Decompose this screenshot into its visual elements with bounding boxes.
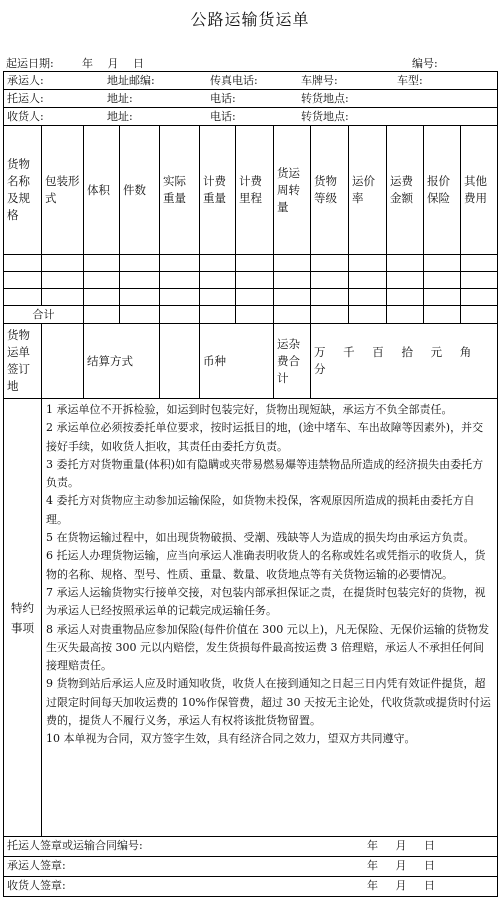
carrier-label: 承运人:	[7, 74, 44, 87]
clause-item: 9 货物到站后承运人应及时通知收货，收货人在接到通知之日起三日内凭有效证件提货，超过限定时间每天加收运费的 10%作保管费，超过 30 天按无主论处，代收货款或提货时付运费的，提货人不履行义务，承运人有权将该批货物留置。	[46, 677, 491, 728]
column-header-row	[4, 126, 498, 255]
departure-date-label: 起运日期:	[6, 57, 54, 70]
consignor-transfer-label: 转货地点:	[301, 92, 349, 105]
total-label: 合计	[4, 306, 84, 324]
consignor-row	[4, 90, 498, 108]
clause-item: 2 承运单位必须按委托单位要求，按时运抵目的地，(途中堵车、车出故障等因素外)，并交接好手续，如收货人拒收，其责任由委托方负责。	[46, 421, 484, 453]
consignor-signature-row	[4, 837, 498, 857]
table-cell[interactable]	[311, 272, 349, 289]
carrier-address-label: 地址邮编:	[107, 74, 155, 87]
consignor-label: 托运人:	[7, 92, 44, 105]
col-turnover: 货运周转量	[274, 126, 311, 255]
table-cell[interactable]	[236, 272, 274, 289]
carrier-row	[4, 72, 498, 90]
goods-entry-row	[4, 272, 498, 289]
departure-date-fields: 年 月 日	[82, 57, 144, 70]
table-cell[interactable]	[349, 272, 387, 289]
misc-fee-total-label: 运杂费合计	[274, 324, 311, 399]
table-cell[interactable]	[387, 306, 424, 324]
table-cell[interactable]	[4, 255, 42, 272]
table-cell[interactable]	[120, 272, 160, 289]
table-cell[interactable]	[311, 306, 349, 324]
table-cell[interactable]	[274, 289, 311, 306]
clause-item: 4 委托方对货物应主动参加运输保险，如货物未投保，客观原因所造成的损耗由委托方自理。	[46, 494, 475, 526]
carrier-fax-label: 传真电话:	[210, 74, 258, 87]
clause-item: 1 承运单位不开拆检验，如运到时包装完好，货物出现短缺，承运方不负全部责任。	[46, 403, 453, 416]
table-cell[interactable]	[424, 306, 461, 324]
table-cell[interactable]	[387, 289, 424, 306]
table-cell[interactable]	[84, 289, 120, 306]
waybill-table	[3, 71, 498, 897]
clauses-cell	[42, 399, 498, 837]
goods-entry-row	[4, 289, 498, 306]
amount-units	[311, 324, 498, 399]
clause-item: 10 本单视为合同，双方签字生效，具有经济合同之效力，望双方共同遵守。	[46, 732, 416, 746]
col-freight-amount: 运费金额	[387, 126, 424, 255]
table-cell[interactable]	[84, 272, 120, 289]
amount-units-text: 万 千 百 拾 元 角 分	[314, 345, 472, 376]
table-cell[interactable]	[424, 272, 461, 289]
table-cell[interactable]	[42, 272, 84, 289]
consignee-signature-row	[4, 877, 498, 897]
consignor-signature-date: 年 月 日	[367, 839, 435, 852]
col-goods-grade: 货物等级	[311, 126, 349, 255]
col-billing-weight: 计费重量	[200, 126, 236, 255]
table-cell[interactable]	[120, 255, 160, 272]
col-other-fees: 其他费用	[461, 126, 498, 255]
table-cell[interactable]	[200, 306, 236, 324]
clause-item: 3 委托方对货物重量(体积)如有隐瞒或夹带易燃易爆等违禁物品所造成的经济损失由委托方负责。	[46, 457, 484, 490]
table-cell[interactable]	[120, 289, 160, 306]
special-terms-row	[4, 399, 498, 837]
table-cell[interactable]	[311, 289, 349, 306]
table-cell[interactable]	[349, 289, 387, 306]
vehicle-type-label: 车型:	[397, 74, 423, 87]
consignee-transfer-label: 转货地点:	[301, 110, 349, 123]
table-cell[interactable]	[160, 272, 200, 289]
table-cell[interactable]	[349, 306, 387, 324]
carrier-signature-label: 承运人签章:	[7, 859, 66, 872]
consignor-signature-label: 托运人签章或运输合同编号:	[7, 839, 143, 852]
table-cell[interactable]	[387, 272, 424, 289]
table-cell[interactable]	[120, 306, 160, 324]
consignee-signature-label: 收货人签章:	[7, 879, 66, 892]
carrier-signature-date: 年 月 日	[367, 859, 435, 872]
table-cell[interactable]	[424, 255, 461, 272]
clause-item: 7 承运人运输货物实行接单交接，对包装内部承担保证之责，在提货时包装完好的货物，视为承运人已经按照承运单的记载完成运输任务。	[46, 585, 486, 618]
table-cell[interactable]	[160, 324, 200, 399]
clause-item: 6 托运人办理货物运输，应当向承运人准确表明收货人的名称或姓名或凭指示的收货人，货物的名称、规格、型号、性质、重量、数量、收货地点等有关货物运输的必要情况。	[46, 549, 486, 581]
table-cell[interactable]	[200, 289, 236, 306]
col-goods-name: 货物名称及规格	[4, 126, 42, 255]
table-cell[interactable]	[160, 255, 200, 272]
goods-entry-row	[4, 255, 498, 272]
table-cell[interactable]	[311, 255, 349, 272]
table-cell[interactable]	[4, 289, 42, 306]
table-cell[interactable]	[274, 272, 311, 289]
date-line	[6, 55, 494, 71]
table-cell[interactable]	[4, 272, 42, 289]
table-cell[interactable]	[461, 272, 498, 289]
currency-label: 币种	[200, 324, 274, 399]
table-cell[interactable]	[349, 255, 387, 272]
col-freight-rate: 运价率	[349, 126, 387, 255]
table-cell[interactable]	[160, 289, 200, 306]
table-cell[interactable]	[42, 324, 84, 399]
serial-number-label: 编号:	[412, 57, 438, 70]
plate-number-label: 车牌号:	[301, 74, 338, 87]
carrier-signature-row	[4, 857, 498, 877]
consignee-row	[4, 108, 498, 126]
col-actual-weight: 实际重量	[160, 126, 200, 255]
table-cell[interactable]	[160, 306, 200, 324]
consignee-label: 收货人:	[7, 110, 44, 123]
table-cell[interactable]	[42, 289, 84, 306]
table-cell[interactable]	[387, 255, 424, 272]
special-terms-label: 特约事项	[4, 399, 42, 837]
table-cell[interactable]	[236, 289, 274, 306]
table-cell[interactable]	[42, 255, 84, 272]
consignor-address-label: 地址:	[107, 92, 133, 105]
form-title: 公路运输货运单	[190, 10, 310, 29]
table-cell[interactable]	[236, 306, 274, 324]
table-cell[interactable]	[274, 306, 311, 324]
table-cell[interactable]	[84, 306, 120, 324]
col-packaging: 包装形式	[42, 126, 84, 255]
table-cell[interactable]	[200, 272, 236, 289]
settlement-row	[4, 324, 498, 399]
consignee-signature-date: 年 月 日	[367, 879, 435, 892]
table-cell[interactable]	[461, 255, 498, 272]
col-pieces: 件数	[120, 126, 160, 255]
table-cell[interactable]	[236, 255, 274, 272]
table-cell[interactable]	[274, 255, 311, 272]
table-cell[interactable]	[200, 255, 236, 272]
col-volume: 体积	[84, 126, 120, 255]
col-insurance: 报价保险	[424, 126, 461, 255]
col-billing-mileage: 计费里程	[236, 126, 274, 255]
consignee-phone-label: 电话:	[210, 110, 236, 123]
table-cell[interactable]	[461, 306, 498, 324]
table-cell[interactable]	[424, 289, 461, 306]
sign-place-label: 货物运单签订地	[4, 324, 42, 399]
consignee-address-label: 地址:	[107, 110, 133, 123]
total-row	[4, 306, 498, 324]
clause-item: 8 承运人对贵重物品应参加保险(每件价值在 300 元以上)，凡无保险、无保价运输的货物发生灭失最高按 300 元以内赔偿，发生货损每件最高按运费 3 倍理赔，承运人不承担任何间接理赔责任。	[46, 622, 490, 673]
clause-item: 5 在货物运输过程中，如出现货物破损、受潮、残缺等人为造成的损失均由承运方负责。	[46, 531, 475, 545]
table-cell[interactable]	[461, 289, 498, 306]
table-cell[interactable]	[84, 255, 120, 272]
consignor-phone-label: 电话:	[210, 92, 236, 105]
settlement-method-label: 结算方式	[84, 324, 160, 399]
